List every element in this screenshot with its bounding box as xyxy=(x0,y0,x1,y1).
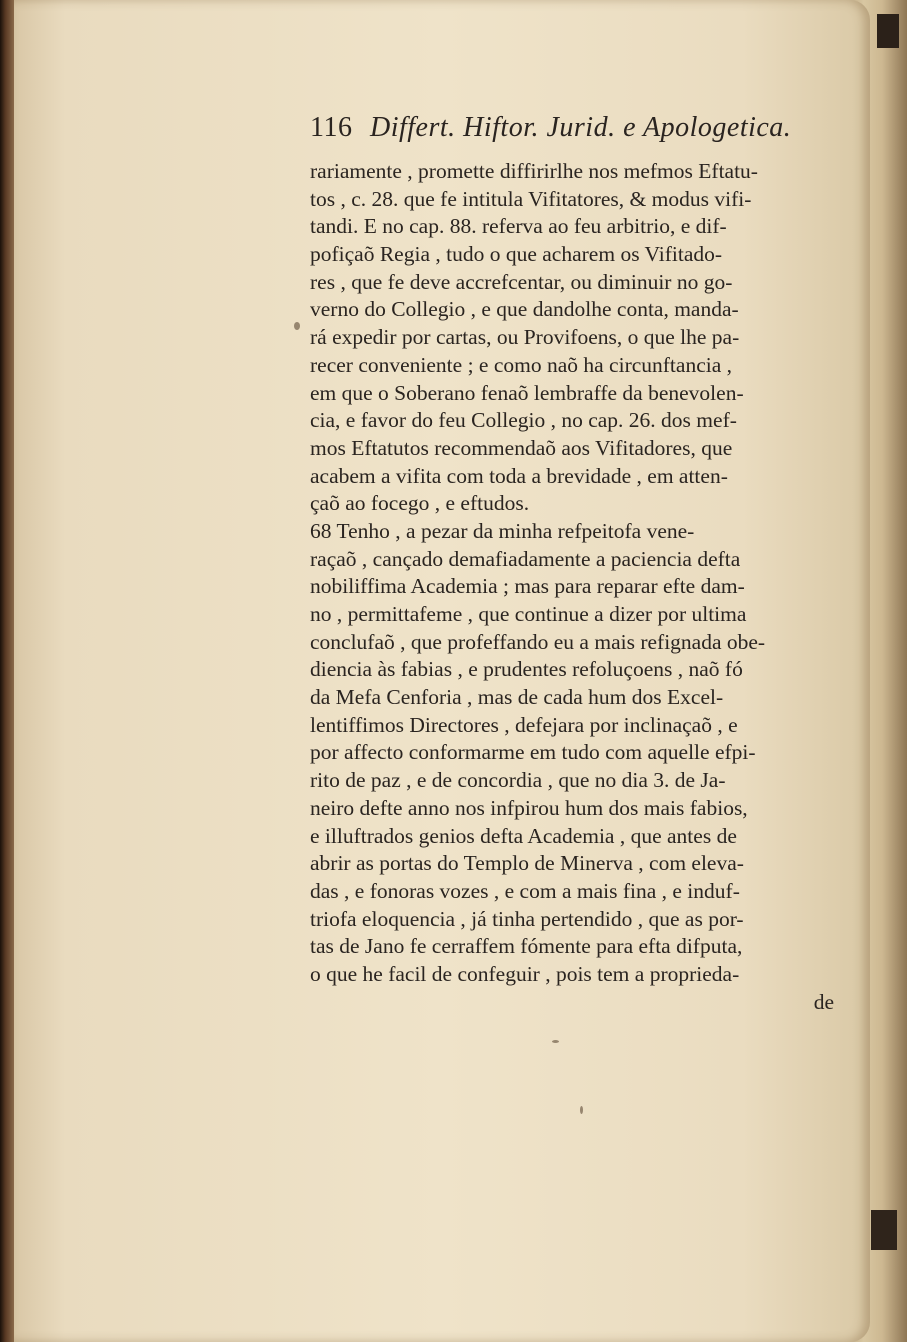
text-line: raçaõ , cançado demafiadamente a paciencia defta xyxy=(310,546,741,571)
text-line: tos , c. 28. que fe intitula Vifitatores, & modus vifi- xyxy=(310,186,752,211)
text-line: mos Eftatutos recommendaõ aos Vifitadores, que xyxy=(310,435,733,460)
text-line: neiro defte anno nos infpirou hum dos mais fabios, xyxy=(310,795,748,820)
catchword: de xyxy=(813,989,834,1014)
ink-speck xyxy=(580,1106,583,1114)
text-line: tandi. E no cap. 88. referva ao feu arbitrio, e dif- xyxy=(310,214,727,239)
text-line: em que o Soberano fenaõ lembraffe da benevolen- xyxy=(310,380,744,405)
page-text xyxy=(310,112,870,1016)
text-line: o que he facil de confeguir , pois tem a proprieda- xyxy=(310,961,740,986)
text-line: nobiliffima Academia ; mas para reparar efte dam- xyxy=(310,574,745,599)
text-line: e illuftrados genios defta Academia , que antes de xyxy=(310,823,737,848)
running-head-title: Differt. Hiftor. Jurid. e Apologetica. xyxy=(369,112,792,143)
text-line: rá expedir por cartas, ou Provifoens, o que lhe pa- xyxy=(310,325,740,350)
book-page xyxy=(14,0,870,1342)
text-line: rariamente , promette diffirirlhe nos mefmos Eftatu- xyxy=(310,159,758,183)
dark-corner-mark xyxy=(871,1210,897,1250)
text-line: pofiçaõ Regia , tudo o que acharem os Vifitado- xyxy=(310,242,723,267)
text-line: lentiffimos Directores , defejara por inclinaçaõ , e xyxy=(310,712,738,737)
text-line: rito de paz , e de concordia , que no dia 3. de Ja- xyxy=(310,768,726,793)
ink-speck xyxy=(294,322,300,330)
running-header xyxy=(310,112,870,158)
text-line: conclufaõ , que profeffando eu a mais refignada obe- xyxy=(310,629,766,654)
text-line: verno do Collegio , e que dandolhe conta, manda- xyxy=(310,297,739,322)
text-line: no , permittafeme , que continue a dizer por ultima xyxy=(310,602,747,626)
text-line: cia, e favor do feu Collegio , no cap. 26. dos mef- xyxy=(310,408,737,433)
dark-corner-mark xyxy=(877,14,899,48)
ink-speck xyxy=(552,1040,559,1043)
text-line: çaõ ao focego , e eftudos. xyxy=(310,491,530,516)
text-line: abrir as portas do Templo de Minerva , com eleva- xyxy=(310,851,744,876)
text-line: diencia às fabias , e prudentes refoluçoens , naõ fó xyxy=(310,657,743,682)
text-line: acabem a vifita com toda a brevidade , em atten- xyxy=(310,463,728,488)
text-line: triofa eloquencia , já tinha pertendido , que as por- xyxy=(310,906,744,931)
text-line: res , que fe deve accrefcentar, ou diminuir no go- xyxy=(310,269,733,294)
text-line: da Mefa Cenforia , mas de cada hum dos Excel- xyxy=(310,685,724,710)
text-line: das , e fonoras vozes , e com a mais fina , e induf- xyxy=(310,878,740,903)
text-line: recer conveniente ; e como naõ ha circunftancia , xyxy=(310,352,733,377)
text-line: tas de Jano fe cerraffem fómente para efta difputa, xyxy=(310,934,743,959)
text-line: 68 Tenho , a pezar da minha refpeitofa vene- xyxy=(310,518,695,543)
page-number: 116 xyxy=(310,112,353,143)
text-line: por affecto conformarme em tudo com aquelle efpi- xyxy=(310,740,756,765)
book-binding-edge xyxy=(0,0,14,1342)
